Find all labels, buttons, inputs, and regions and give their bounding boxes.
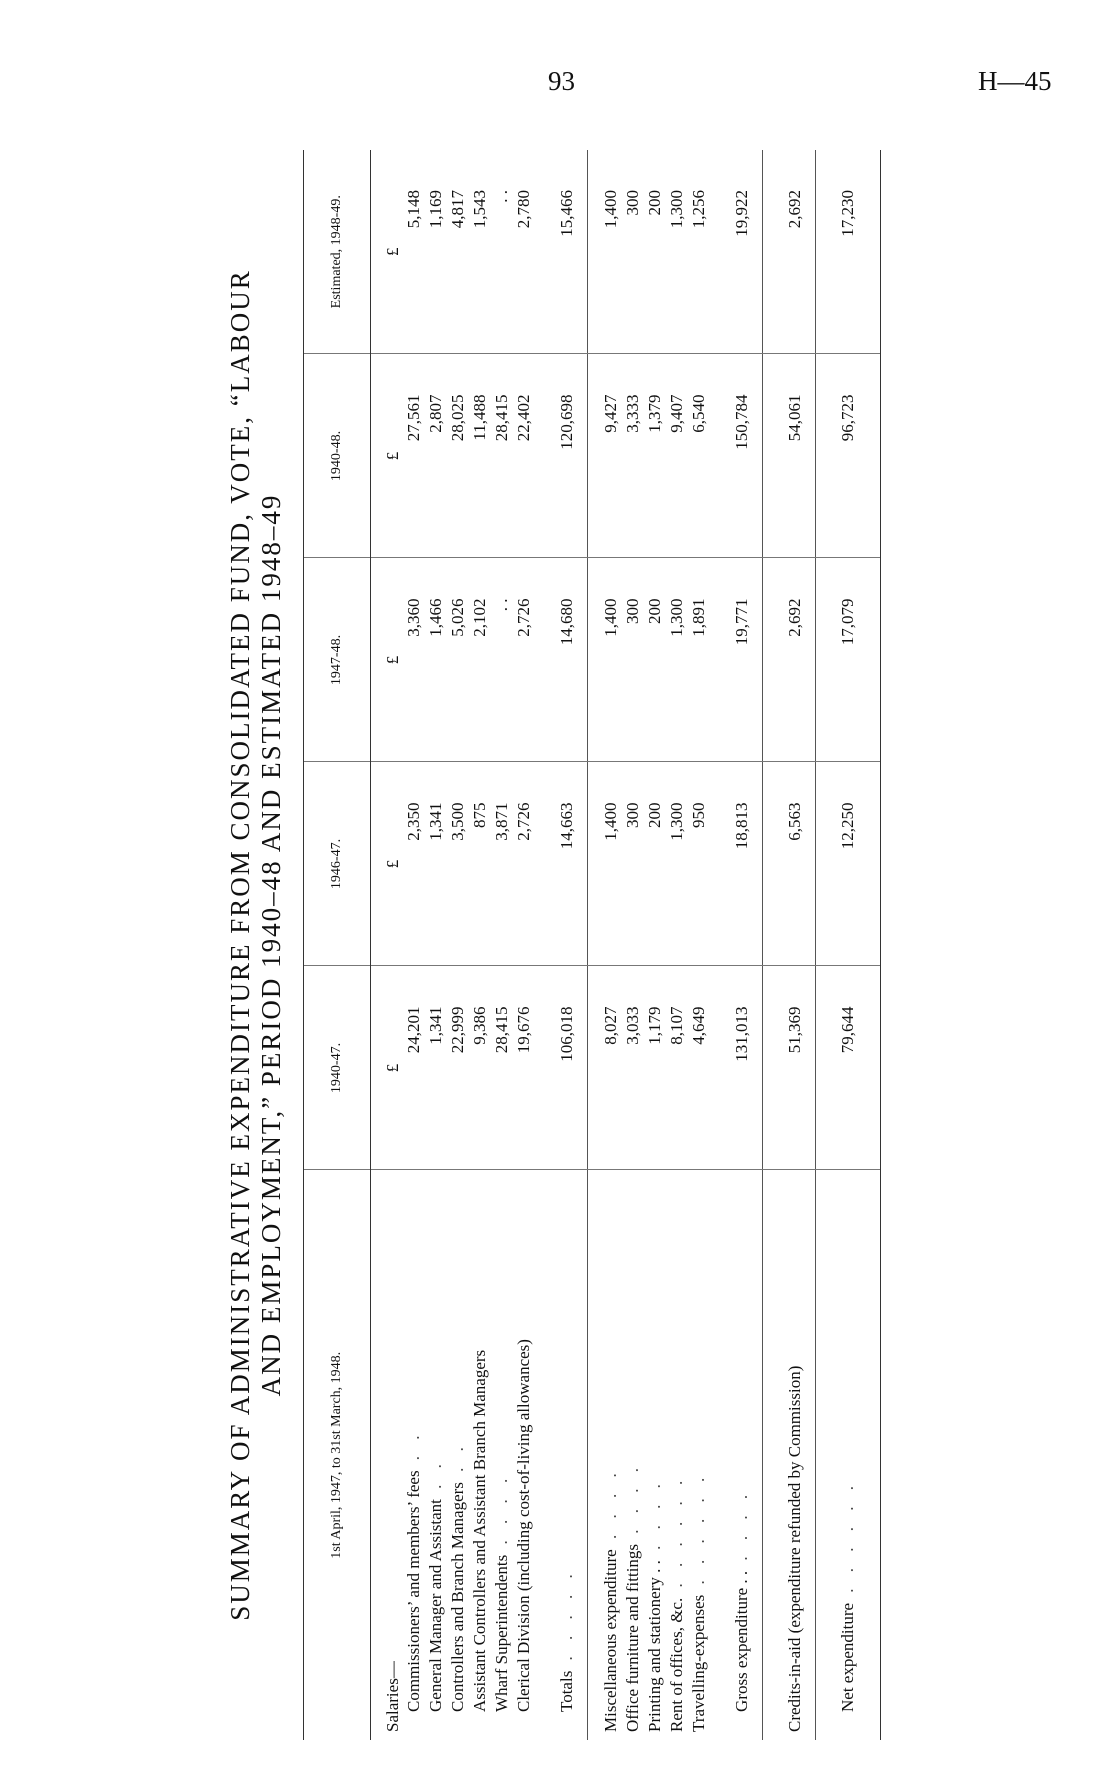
leader-dots: . . . . (645, 1478, 664, 1561)
salary-row (447, 150, 469, 1740)
row-label (425, 1170, 447, 1740)
value-cell: 27,561 (403, 354, 425, 558)
value-cell: 19,922 (722, 150, 763, 354)
row-label-text: Controllers and Branch Managers (448, 1482, 467, 1712)
row-label (513, 1170, 535, 1740)
row-label (600, 1170, 622, 1740)
value-cell: 2,102 (469, 558, 491, 762)
value-cell: 1,300 (666, 558, 688, 762)
leader-dots: . . (426, 1458, 445, 1500)
value-cell: 1,300 (666, 150, 688, 354)
row-label-text: Printing and stationery . . (645, 1560, 664, 1732)
value-cell: . . (491, 150, 513, 354)
misc-row (688, 150, 710, 1740)
salary-row (513, 150, 535, 1740)
value-cell: 875 (469, 762, 491, 966)
value-cell: 28,415 (491, 354, 513, 558)
value-cell: 200 (644, 762, 666, 966)
value-cell: 54,061 (775, 354, 816, 558)
row-label-text: General Manager and Assistant (426, 1499, 445, 1712)
value-cell: . . (491, 558, 513, 762)
value-cell: 22,999 (447, 966, 469, 1170)
row-label-text: Gross expenditure . . (732, 1570, 751, 1712)
value-cell: 4,649 (688, 966, 710, 1170)
currency-row (383, 150, 403, 1740)
currency-symbol: £ (383, 150, 403, 354)
currency-symbol: £ (383, 762, 403, 966)
value-cell: 18,813 (722, 762, 763, 966)
value-cell: 3,871 (491, 762, 513, 966)
row-label-text: Net expenditure (838, 1602, 857, 1712)
document-reference: H—45 (978, 66, 1052, 96)
value-cell: 131,013 (722, 966, 763, 1170)
value-cell: 19,676 (513, 966, 535, 1170)
value-cell: 28,025 (447, 354, 469, 558)
leader-dots: . . . . . . (689, 1471, 708, 1595)
value-cell: 9,386 (469, 966, 491, 1170)
col-header-1946-47: 1946-47. (304, 762, 371, 966)
value-cell: 5,026 (447, 558, 469, 762)
leader-dots: . . (448, 1441, 467, 1483)
value-cell: 120,698 (547, 354, 588, 558)
row-label (469, 1170, 491, 1740)
row-label-text: Totals (557, 1670, 576, 1712)
value-cell: 200 (644, 558, 666, 762)
salary-row (469, 150, 491, 1740)
leader-dots: . . . . (732, 1488, 751, 1571)
net-expenditure-row (828, 150, 868, 1740)
value-cell: 1,169 (425, 150, 447, 354)
leader-dots: . . . . (601, 1467, 620, 1550)
value-cell: 1,400 (600, 762, 622, 966)
salary-row (403, 150, 425, 1740)
value-cell: 1,543 (469, 150, 491, 354)
value-cell: 300 (622, 558, 644, 762)
value-cell: 6,540 (688, 354, 710, 558)
value-cell: 9,427 (600, 354, 622, 558)
row-label-text: Clerical Division (including cost-of-living allowances) (514, 1339, 533, 1712)
value-cell: 2,807 (425, 354, 447, 558)
value-cell: 17,230 (828, 150, 868, 354)
leader-dots: . . . . (623, 1461, 642, 1544)
value-cell: 300 (622, 762, 644, 966)
leader-dots: . . . . . (557, 1568, 576, 1671)
misc-row (666, 150, 688, 1740)
leader-dots: . . . . (492, 1472, 511, 1555)
value-cell: 4,817 (447, 150, 469, 354)
col-header-1940-47: 1940-47. (304, 966, 371, 1170)
row-label (644, 1170, 666, 1740)
leader-dots: . . (404, 1429, 423, 1471)
value-cell: 15,466 (547, 150, 588, 354)
gross-expenditure-row (722, 150, 763, 1740)
value-cell: 200 (644, 150, 666, 354)
row-label-text: Rent of offices, &c. (667, 1597, 686, 1732)
value-cell: 2,780 (513, 150, 535, 354)
row-label-text: Office furniture and fittings (623, 1543, 642, 1732)
value-cell: 1,300 (666, 762, 688, 966)
value-cell: 1,341 (425, 762, 447, 966)
value-cell: 1,379 (644, 354, 666, 558)
credits-in-aid-row (775, 150, 816, 1740)
row-label (403, 1170, 425, 1740)
salary-row (425, 150, 447, 1740)
page-number: 93 (548, 66, 575, 96)
value-cell: 2,350 (403, 762, 425, 966)
row-label-text: Wharf Superintendents (492, 1554, 511, 1712)
row-label (622, 1170, 644, 1740)
row-label-text: Commissioners’ and members’ fees (404, 1470, 423, 1712)
value-cell: 2,726 (513, 558, 535, 762)
salary-row (491, 150, 513, 1740)
currency-symbol: £ (383, 558, 403, 762)
value-cell: 9,407 (666, 354, 688, 558)
value-cell: 300 (622, 150, 644, 354)
salaries-heading: Salaries— (383, 1661, 402, 1732)
value-cell: 1,341 (425, 966, 447, 1170)
misc-row (600, 150, 622, 1740)
leader-dots: . . . . . . (667, 1474, 686, 1598)
value-cell: 17,079 (828, 558, 868, 762)
value-cell: 1,400 (600, 150, 622, 354)
value-cell: 51,369 (775, 966, 816, 1170)
table-body (371, 150, 881, 1740)
value-cell: 106,018 (547, 966, 588, 1170)
value-cell: 8,107 (666, 966, 688, 1170)
value-cell: 3,033 (622, 966, 644, 1170)
row-label-text: Credits-in-aid (expenditure refunded by Commission) (785, 1365, 804, 1732)
value-cell: 28,415 (491, 966, 513, 1170)
value-cell: 3,333 (622, 354, 644, 558)
value-cell: 5,148 (403, 150, 425, 354)
value-cell: 2,726 (513, 762, 535, 966)
value-cell: 1,179 (644, 966, 666, 1170)
row-label-text: Travelling-expenses (689, 1594, 708, 1732)
col-header-estimated: Estimated, 1948-49. (304, 150, 371, 354)
header-row (304, 150, 371, 1740)
misc-row (644, 150, 666, 1740)
title-line-1: SUMMARY OF ADMINISTRATIVE EXPENDITURE FROM CONSOLIDATED FUND, VOTE, “LABOUR (225, 269, 255, 1621)
col-header-1947-48: 1947-48. (304, 558, 371, 762)
value-cell: 1,400 (600, 558, 622, 762)
value-cell: 1,891 (688, 558, 710, 762)
col-header-1940-48: 1940-48. (304, 354, 371, 558)
row-label (828, 1170, 868, 1740)
expenditure-table (303, 150, 881, 1740)
value-cell: 2,692 (775, 558, 816, 762)
value-cell: 1,256 (688, 150, 710, 354)
value-cell: 150,784 (722, 354, 763, 558)
misc-row (622, 150, 644, 1740)
value-cell: 14,663 (547, 762, 588, 966)
title-line-2: AND EMPLOYMENT,” PERIOD 1940–48 AND ESTIMATED 1948–49 (256, 493, 286, 1397)
row-label-text: Miscellaneous expenditure (601, 1549, 620, 1732)
row-label (722, 1170, 763, 1740)
value-cell: 12,250 (828, 762, 868, 966)
currency-symbol: £ (383, 966, 403, 1170)
value-cell: 1,466 (425, 558, 447, 762)
value-cell: 14,680 (547, 558, 588, 762)
value-cell: 22,402 (513, 354, 535, 558)
totals-row (547, 150, 588, 1740)
value-cell: 24,201 (403, 966, 425, 1170)
value-cell: 950 (688, 762, 710, 966)
col-header-label: 1st April, 1947, to 31st March, 1948. (304, 1170, 371, 1740)
row-label-text: Assistant Controllers and Assistant Branch Managers (470, 1349, 489, 1712)
row-label (666, 1170, 688, 1740)
value-cell: 11,488 (469, 354, 491, 558)
row-label (688, 1170, 710, 1740)
value-cell: 6,563 (775, 762, 816, 966)
row-label (547, 1170, 588, 1740)
row-label (775, 1170, 816, 1740)
value-cell: 96,723 (828, 354, 868, 558)
rotated-table-block (225, 150, 885, 1740)
row-label (447, 1170, 469, 1740)
value-cell: 79,644 (828, 966, 868, 1170)
row-label (491, 1170, 513, 1740)
value-cell: 3,500 (447, 762, 469, 966)
currency-symbol: £ (383, 354, 403, 558)
value-cell: 3,360 (403, 558, 425, 762)
value-cell: 2,692 (775, 150, 816, 354)
leader-dots: . . . . . . (838, 1479, 857, 1603)
value-cell: 19,771 (722, 558, 763, 762)
table-title (225, 150, 287, 1740)
value-cell: 8,027 (600, 966, 622, 1170)
